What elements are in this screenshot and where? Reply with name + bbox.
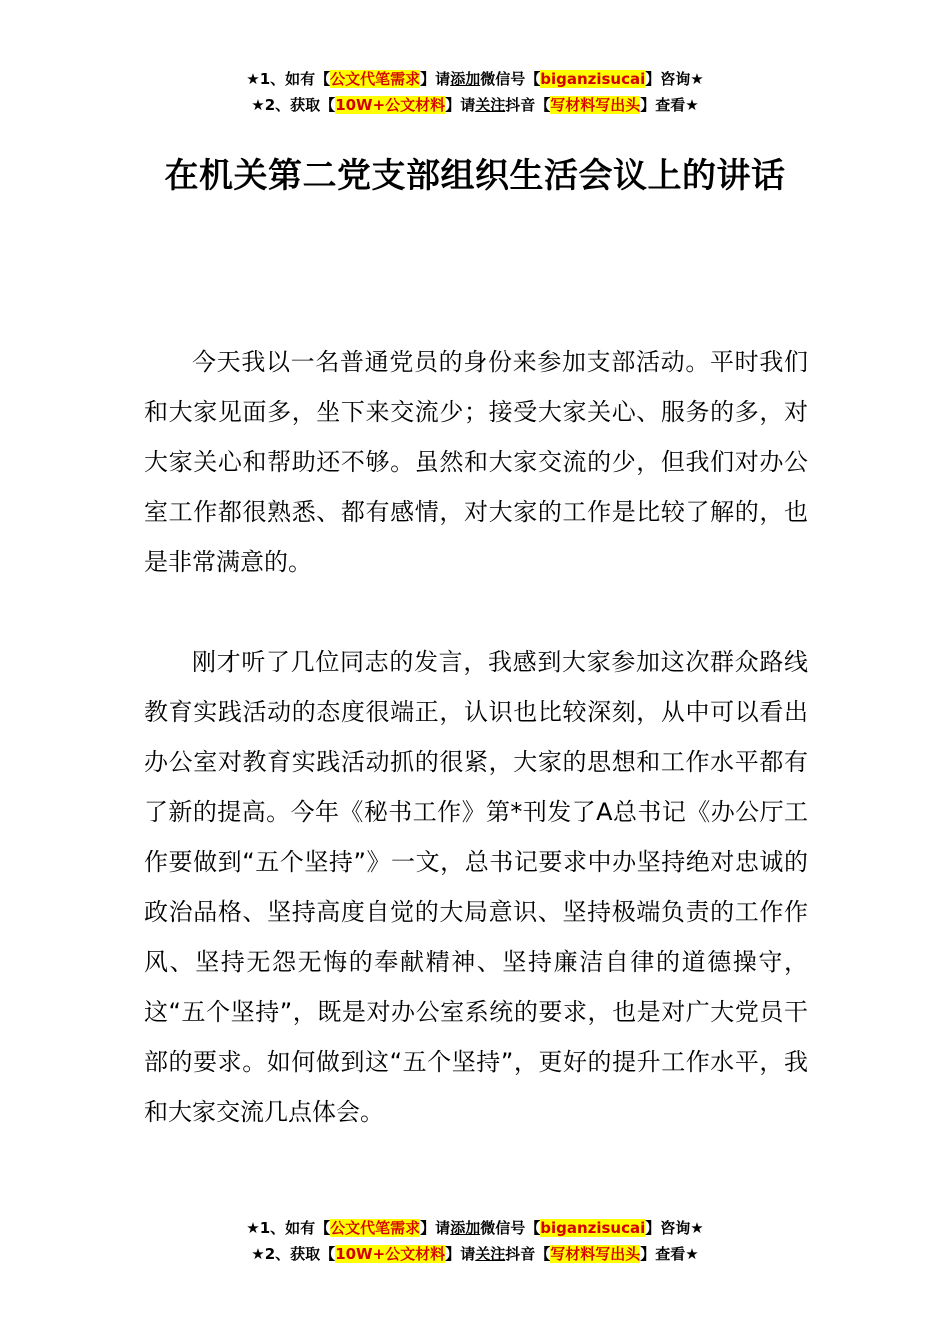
promo-text: 抖音【	[505, 96, 551, 114]
promo-text: 微信号【	[480, 70, 541, 88]
promo-text: ★1、如有【	[246, 70, 331, 88]
promo-highlight: 10W+公文材料	[335, 96, 446, 114]
promo-text: 抖音【	[505, 1245, 551, 1263]
promo-text: 】请	[445, 1245, 476, 1263]
promo-text: 微信号【	[480, 1219, 541, 1237]
document-title: 在机关第二党支部组织生活会议上的讲话	[164, 156, 786, 196]
promo-douyin-id: 写材料写出头	[550, 96, 641, 114]
promo-text: ★1、如有【	[246, 1219, 331, 1237]
promo-underline: 添加	[450, 1219, 481, 1237]
promo-text: ★2、获取【	[251, 96, 336, 114]
promo-text: 】咨询★	[645, 1219, 704, 1237]
promo-highlight: 10W+公文材料	[335, 1245, 446, 1263]
promo-underline: 关注	[475, 1245, 506, 1263]
promo-text: 】查看★	[640, 96, 699, 114]
promo-highlight: 公文代笔需求	[330, 1219, 421, 1237]
promo-line-2	[0, 1241, 950, 1267]
promo-line-2	[0, 92, 950, 118]
promo-highlight: 公文代笔需求	[330, 70, 421, 88]
promo-line-1	[0, 1215, 950, 1241]
promo-douyin-id: 写材料写出头	[550, 1245, 641, 1263]
promo-line-1	[0, 66, 950, 92]
promo-wechat-id: biganzisucai	[540, 70, 646, 88]
promo-underline: 添加	[450, 70, 481, 88]
promo-wechat-id: biganzisucai	[540, 1219, 646, 1237]
promo-underline: 关注	[475, 96, 506, 114]
promo-text: 】请	[420, 70, 451, 88]
bottom-promo-banner	[0, 1215, 950, 1267]
promo-text: ★2、获取【	[251, 1245, 336, 1263]
promo-text: 】查看★	[640, 1245, 699, 1263]
promo-text: 】请	[420, 1219, 451, 1237]
top-promo-banner	[0, 66, 950, 118]
promo-text: 】请	[445, 96, 476, 114]
paragraph-2: 刚才听了几位同志的发言，我感到大家参加这次群众路线教育实践活动的态度很端正，认识也比较深刻，从中可以看出办公室对教育实践活动抓的很紧，大家的思想和工作水平都有了新的提高。今年《秘书工作》第*刊发了A总书记《办公厅工作要做到“五个坚持”》一文，总书记要求中办坚持绝对忠诚的政治品格、坚持高度自觉的大局意识、坚持极端负责的工作作风、坚持无怨无悔的奉献精神、坚持廉洁自律的道德操守，这“五个坚持”，既是对办公室系统的要求，也是对广大党员干部的要求。如何做到这“五个坚持”，更好的提升工作水平，我和大家交流几点体会。	[144, 648, 808, 1126]
paragraph-1: 今天我以一名普通党员的身份来参加支部活动。平时我们和大家见面多，坐下来交流少；接受大家关心、服务的多，对大家关心和帮助还不够。虽然和大家交流的少，但我们对办公室工作都很熟悉、都有感情，对大家的工作是比较了解的，也是非常满意的。	[144, 348, 808, 576]
promo-text: 】咨询★	[645, 70, 704, 88]
